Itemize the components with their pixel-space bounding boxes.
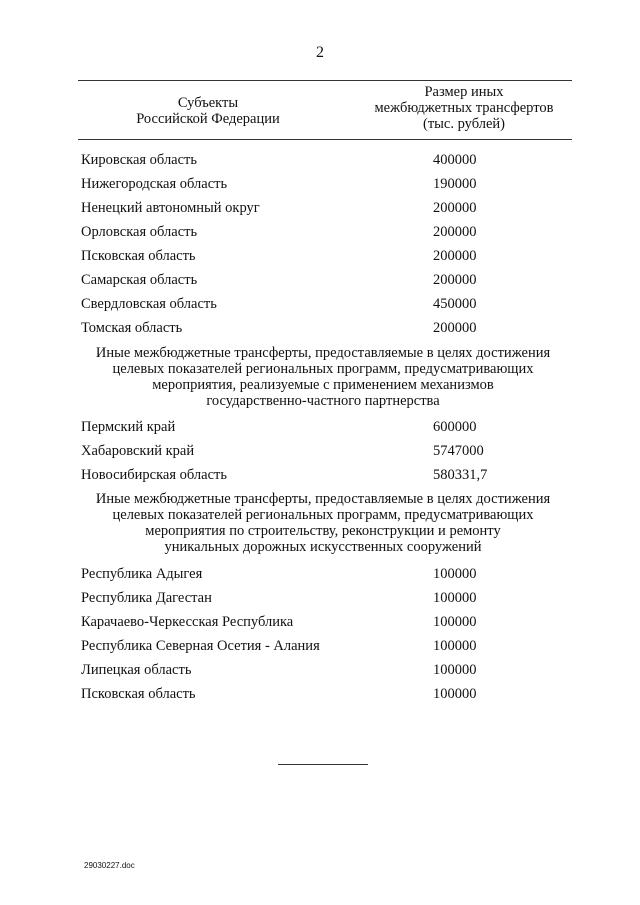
- header-amount-line: Размер иных: [424, 84, 504, 100]
- region-name: Томская область: [81, 320, 183, 336]
- section-heading-line: государственно-частного партнерства: [206, 393, 440, 409]
- section-heading-line: Иные межбюджетные трансферты, предоставляемые в целях достижения: [95, 345, 551, 361]
- transfer-amount: 190000: [433, 176, 477, 192]
- table-row: [81, 317, 581, 339]
- header-subjects-line: Субъекты: [177, 95, 239, 111]
- region-name: Самарская область: [81, 272, 198, 288]
- transfer-amount: 100000: [433, 614, 477, 630]
- section-heading-line: целевых показателей региональных программ, предусматривающих: [112, 361, 534, 377]
- header-amount-line: межбюджетных трансфертов: [374, 100, 554, 116]
- table-row: [81, 416, 581, 438]
- region-name: Нижегородская область: [81, 176, 228, 192]
- table-row: [81, 269, 581, 291]
- transfer-amount: 100000: [433, 638, 477, 654]
- header-amount-line: (тыс. рублей): [423, 116, 505, 132]
- section-heading-line: целевых показателей региональных программ, предусматривающих: [112, 507, 534, 523]
- section-heading-line: уникальных дорожных искусственных сооружений: [164, 539, 482, 555]
- table-row: [81, 611, 581, 633]
- table-header: [78, 80, 572, 140]
- table-row: [81, 587, 581, 609]
- transfer-amount: 100000: [433, 662, 477, 678]
- page-number: 2: [316, 44, 324, 61]
- region-name: Псковская область: [81, 686, 196, 702]
- section-heading-line: мероприятия, реализуемые с применением механизмов: [152, 377, 494, 393]
- table-row: [81, 149, 581, 171]
- table-row: [81, 245, 581, 267]
- header-subjects: [78, 95, 338, 127]
- table-row: [81, 293, 581, 315]
- region-name: Республика Дагестан: [81, 590, 212, 606]
- region-name: Новосибирская область: [81, 467, 227, 483]
- table-row: [81, 440, 581, 462]
- header-subjects-line: Российской Федерации: [136, 111, 280, 127]
- transfer-amount: 100000: [433, 590, 477, 606]
- region-name: Свердловская область: [81, 296, 217, 312]
- transfer-amount: 450000: [433, 296, 477, 312]
- region-name: Пермский край: [81, 419, 176, 435]
- region-name: Республика Адыгея: [81, 566, 203, 582]
- region-name: Хабаровский край: [81, 443, 195, 459]
- section-heading-line: Иные межбюджетные трансферты, предоставляемые в целях достижения: [95, 491, 551, 507]
- table-row: [81, 173, 581, 195]
- table-row: [81, 563, 581, 585]
- region-name: Кировская область: [81, 152, 198, 168]
- table-row: [81, 683, 581, 705]
- footer-document-code: 29030227.doc: [84, 861, 135, 870]
- transfer-amount: 100000: [433, 566, 477, 582]
- table-row: [81, 464, 581, 486]
- transfer-amount: 400000: [433, 152, 477, 168]
- table-row: [81, 635, 581, 657]
- transfer-amount: 200000: [433, 272, 477, 288]
- section-heading-line: мероприятия по строительству, реконструкции и ремонту: [145, 523, 501, 539]
- transfer-amount: 200000: [433, 224, 477, 240]
- region-name: Карачаево-Черкесская Республика: [81, 614, 294, 630]
- region-name: Липецкая область: [81, 662, 192, 678]
- table-row: [81, 221, 581, 243]
- table-row: [81, 659, 581, 681]
- transfer-amount: 100000: [433, 686, 477, 702]
- region-name: Псковская область: [81, 248, 196, 264]
- region-name: Республика Северная Осетия - Алания: [81, 638, 320, 654]
- transfer-amount: 5747000: [433, 443, 484, 459]
- section-heading: [70, 345, 576, 409]
- header-amount: [356, 84, 572, 132]
- region-name: Ненецкий автономный округ: [81, 200, 260, 216]
- region-name: Орловская область: [81, 224, 198, 240]
- transfer-amount: 200000: [433, 248, 477, 264]
- table-row: [81, 197, 581, 219]
- end-rule: [278, 764, 368, 765]
- section-heading: [70, 491, 576, 555]
- transfer-amount: 600000: [433, 419, 477, 435]
- transfer-amount: 200000: [433, 320, 477, 336]
- transfer-amount: 580331,7: [433, 467, 488, 483]
- transfer-amount: 200000: [433, 200, 477, 216]
